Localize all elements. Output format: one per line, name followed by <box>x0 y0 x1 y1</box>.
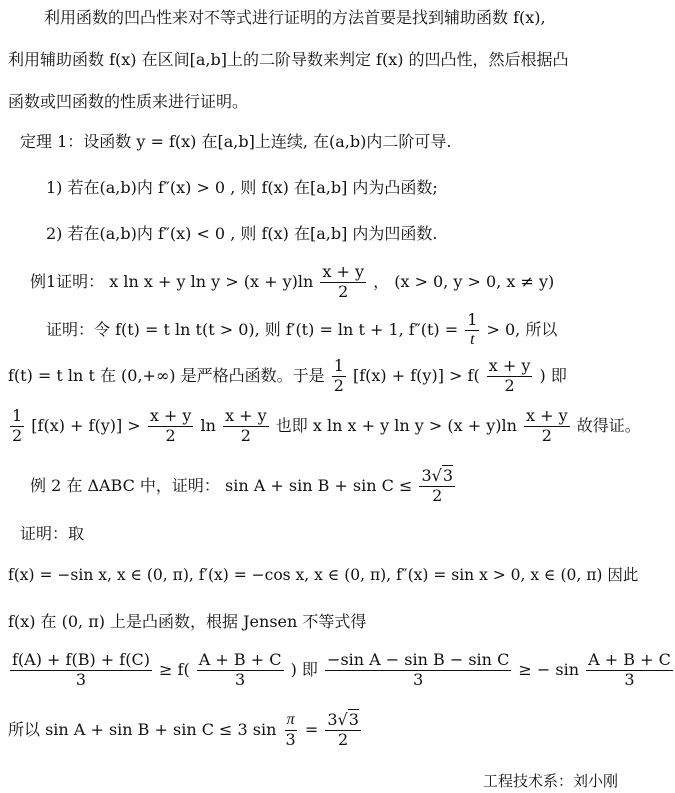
fraction-denominator: 3 <box>624 669 635 689</box>
fraction <box>148 408 194 445</box>
fraction <box>325 712 361 749</box>
fraction <box>487 358 533 395</box>
proof-a-end: > 0, 所以 <box>486 319 558 339</box>
author-signature: 工程技术系：刘小刚 <box>482 772 618 790</box>
fraction <box>524 408 570 445</box>
proof-c-end: 故得证。 <box>576 415 641 435</box>
jensen-ge2: ≥ − sin <box>518 659 580 679</box>
fraction-numerator: 1 <box>467 310 478 329</box>
fraction <box>419 468 455 505</box>
example2-proof-take: 证明：取 <box>20 524 85 543</box>
proof-c-ln: ln <box>200 415 216 435</box>
fraction-denominator: 3 <box>75 669 87 689</box>
example1-lhs: x ln x + y ln y > (x + y)ln <box>109 271 314 291</box>
example1-proof-c <box>8 408 641 445</box>
example1-statement <box>30 264 554 301</box>
theorem-case-1: 1) 若在(a,b)内 f″(x) > 0 , 则 f(x) 在[a,b] 内为凸函数; <box>46 178 438 197</box>
proof-c-mid: [f(x) + f(y)] > <box>31 415 141 435</box>
fraction-numerator: x + y <box>225 406 267 425</box>
fraction-numerator: 1 <box>12 406 23 425</box>
fraction-numerator: x + y <box>488 356 531 375</box>
fraction <box>10 652 152 689</box>
fraction-numerator: 1 <box>333 356 344 375</box>
fraction-numerator: A + B + C <box>198 650 282 669</box>
example1-label: 例1证明： <box>30 271 105 291</box>
example1-proof-a <box>46 312 557 349</box>
intro-line-3: 函数或凹函数的性质来进行证明。 <box>8 92 249 111</box>
proof-c-mid3: 也即 x ln x + y ln y > (x + y)ln <box>275 415 517 435</box>
fraction-half <box>10 408 24 445</box>
intro-line-1: 利用函数的凹凸性来对不等式进行证明的方法首要是找到辅助函数 f(x), <box>44 8 546 27</box>
fraction-numerator: π <box>285 712 297 731</box>
example2-conclusion <box>8 712 363 749</box>
fraction-half <box>332 358 346 395</box>
conclusion-eq: = <box>304 719 319 739</box>
intro-line-2: 利用辅助函数 f(x) 在区间[a,b]上的二阶导数来判定 f(x) 的凹凸性，然后根据凸 <box>8 50 569 69</box>
proof-b-start: f(t) = t ln t 在 (0,+∞) 是严格凸函数。于是 <box>8 365 325 385</box>
fraction-numerator: x + y <box>149 406 192 425</box>
example1-proof-b <box>8 358 567 395</box>
fraction-denominator: 3 <box>413 669 424 689</box>
fraction-denominator: 2 <box>504 375 515 395</box>
sqrt-radicand: 3 <box>348 710 359 729</box>
fraction <box>586 652 673 689</box>
sqrt-radicand: 3 <box>442 466 454 485</box>
fraction-denominator: 2 <box>338 729 349 749</box>
theorem-case-2: 2) 若在(a,b)内 f″(x) < 0 , 则 f(x) 在[a,b] 内为凹函数. <box>46 224 438 243</box>
proof-a-text: 证明：令 f(t) = t ln t(t > 0), 则 f′(t) = ln t + 1, f″(t) = <box>46 319 459 339</box>
fraction-numerator: 3√3 <box>421 466 454 485</box>
theorem-heading: 定理 1：设函数 y = f(x) 在[a,b]上连续, 在(a,b)内二阶可导. <box>20 132 452 151</box>
fraction-denominator: 3 <box>285 729 296 749</box>
fraction-numerator: 3√3 <box>327 710 359 729</box>
fraction <box>284 712 298 749</box>
example2-line-convex: f(x) 在 (0, π) 上是凸函数，根据 Jensen 不等式得 <box>8 612 367 631</box>
proof-b-end: ) 即 <box>539 365 567 385</box>
fraction-denominator: 2 <box>541 425 552 445</box>
example2-line-f: f(x) = −sin x, x ∈ (0, π), f′(x) = −cos x, x ∈ (0, π), f″(x) = sin x > 0, x ∈ (0, π) 因此 <box>8 566 639 584</box>
example2-statement <box>30 468 457 505</box>
example2-label: 例 2 在 ΔABC 中，证明： sin A + sin B + sin C ≤ <box>30 475 413 495</box>
example2-jensen <box>8 652 675 689</box>
conclusion-text: 所以 sin A + sin B + sin C ≤ 3 sin <box>8 719 277 739</box>
fraction-numerator: −sin A − sin B − sin C <box>327 650 510 669</box>
fraction-numerator: f(A) + f(B) + f(C) <box>12 650 150 669</box>
fraction-denominator: 2 <box>240 425 251 445</box>
fraction <box>325 652 511 689</box>
fraction-denominator: 3 <box>235 669 246 689</box>
jensen-mid: ) 即 <box>290 659 318 679</box>
jensen-ge: ≥ f( <box>159 659 190 679</box>
fraction-denominator: 2 <box>333 375 344 395</box>
fraction-numerator: x + y <box>526 406 568 425</box>
fraction-denominator: t <box>470 330 475 348</box>
fraction-numerator: x + y <box>322 262 365 281</box>
fraction-numerator: A + B + C <box>588 650 671 669</box>
example1-condition: ， (x > 0, y > 0, x ≠ y) <box>373 271 555 291</box>
fraction <box>465 312 479 349</box>
fraction-denominator: 2 <box>432 485 443 505</box>
fraction <box>320 264 366 301</box>
fraction-denominator: 2 <box>338 281 349 301</box>
proof-b-mid: [f(x) + f(y)] > f( <box>353 365 480 385</box>
fraction <box>223 408 269 445</box>
fraction <box>197 652 284 689</box>
fraction-denominator: 2 <box>165 425 176 445</box>
fraction-denominator: 2 <box>12 425 23 445</box>
